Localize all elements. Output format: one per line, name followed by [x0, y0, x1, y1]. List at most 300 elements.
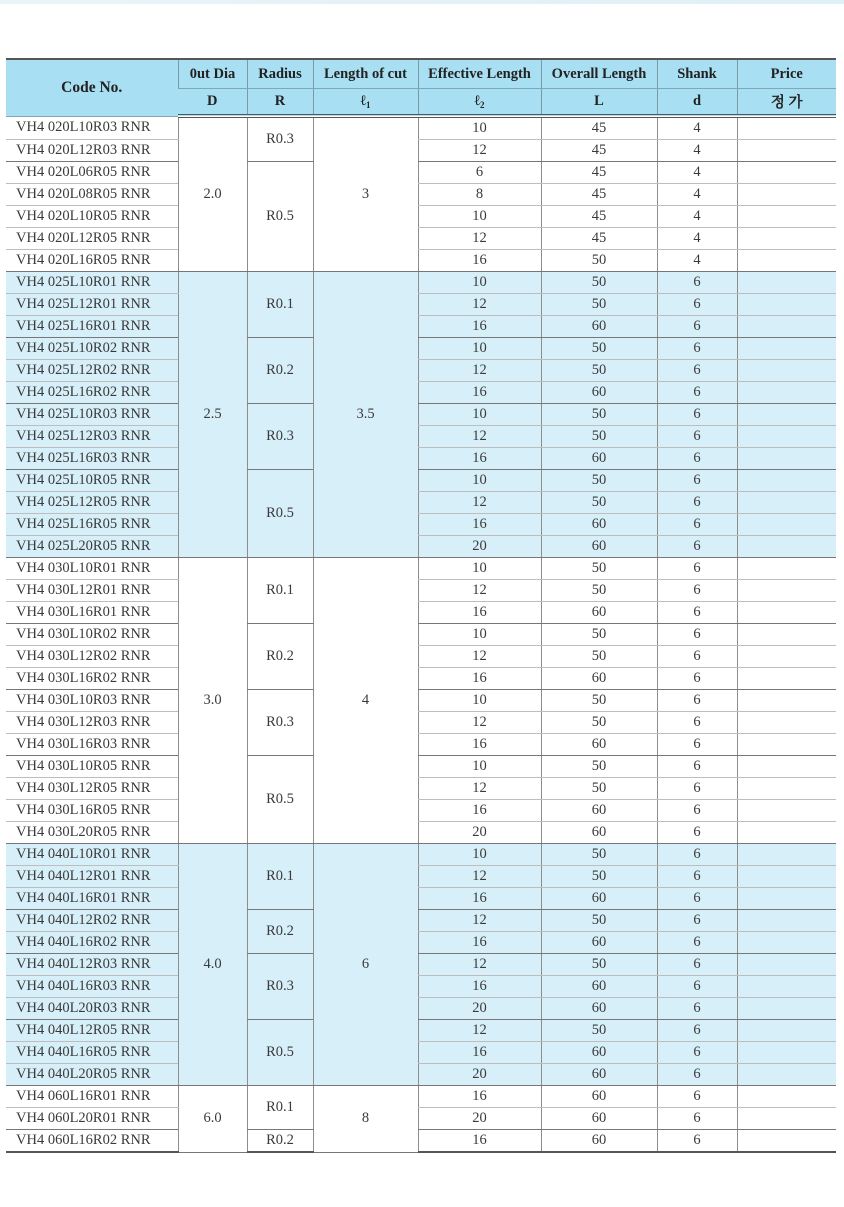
- cell-price: [737, 116, 836, 140]
- cell-code-no: VH4 030L16R03 RNR: [6, 734, 178, 756]
- cell-code-no: VH4 040L12R03 RNR: [6, 954, 178, 976]
- cell-shank: 4: [657, 184, 737, 206]
- table-row: [6, 602, 836, 624]
- table-row: [6, 778, 836, 800]
- cell-shank: 6: [657, 756, 737, 778]
- cell-shank: 6: [657, 734, 737, 756]
- cell-price: [737, 184, 836, 206]
- cell-price: [737, 206, 836, 228]
- cell-overall-length: 50: [541, 778, 657, 800]
- cell-overall-length: 50: [541, 624, 657, 646]
- cell-price: [737, 866, 836, 888]
- spec-table: [6, 58, 836, 1153]
- cell-effective-length: 16: [418, 514, 541, 536]
- header-effective-length: Effective Length: [418, 59, 541, 89]
- symbol-shank: d: [657, 89, 737, 117]
- table-row: [6, 888, 836, 910]
- cell-shank: 6: [657, 360, 737, 382]
- cell-overall-length: 60: [541, 800, 657, 822]
- table-row: [6, 514, 836, 536]
- cell-radius: R0.1: [247, 272, 313, 338]
- cell-overall-length: 50: [541, 866, 657, 888]
- cell-code-no: VH4 030L10R02 RNR: [6, 624, 178, 646]
- cell-shank: 6: [657, 976, 737, 998]
- cell-shank: 6: [657, 382, 737, 404]
- cell-shank: 6: [657, 338, 737, 360]
- cell-effective-length: 16: [418, 976, 541, 998]
- cell-price: [737, 954, 836, 976]
- cell-price: [737, 272, 836, 294]
- cell-code-no: VH4 040L20R05 RNR: [6, 1064, 178, 1086]
- cell-code-no: VH4 030L10R01 RNR: [6, 558, 178, 580]
- cell-shank: 4: [657, 162, 737, 184]
- cell-code-no: VH4 025L16R02 RNR: [6, 382, 178, 404]
- cell-length-of-cut: 6: [313, 844, 418, 1086]
- cell-code-no: VH4 030L10R03 RNR: [6, 690, 178, 712]
- cell-code-no: VH4 025L10R02 RNR: [6, 338, 178, 360]
- cell-code-no: VH4 040L12R02 RNR: [6, 910, 178, 932]
- cell-overall-length: 50: [541, 954, 657, 976]
- cell-effective-length: 12: [418, 1020, 541, 1042]
- table-row: [6, 250, 836, 272]
- table-row: [6, 404, 836, 426]
- cell-price: [737, 558, 836, 580]
- cell-effective-length: 16: [418, 668, 541, 690]
- table-row: [6, 448, 836, 470]
- table-row: [6, 646, 836, 668]
- cell-shank: 6: [657, 426, 737, 448]
- cell-radius: R0.5: [247, 756, 313, 844]
- cell-price: [737, 360, 836, 382]
- cell-effective-length: 10: [418, 206, 541, 228]
- cell-code-no: VH4 020L16R05 RNR: [6, 250, 178, 272]
- cell-code-no: VH4 030L16R05 RNR: [6, 800, 178, 822]
- cell-price: [737, 1108, 836, 1130]
- symbol-price: 정 가: [737, 89, 836, 117]
- cell-overall-length: 60: [541, 734, 657, 756]
- cell-shank: 6: [657, 448, 737, 470]
- cell-code-no: VH4 040L12R01 RNR: [6, 866, 178, 888]
- cell-price: [737, 294, 836, 316]
- cell-shank: 4: [657, 250, 737, 272]
- table-row: [6, 866, 836, 888]
- cell-price: [737, 778, 836, 800]
- header-shank: Shank: [657, 59, 737, 89]
- table-row: [6, 492, 836, 514]
- cell-effective-length: 12: [418, 866, 541, 888]
- cell-code-no: VH4 025L10R01 RNR: [6, 272, 178, 294]
- cell-radius: R0.3: [247, 116, 313, 162]
- cell-price: [737, 602, 836, 624]
- cell-overall-length: 50: [541, 470, 657, 492]
- cell-effective-length: 20: [418, 1064, 541, 1086]
- cell-effective-length: 16: [418, 448, 541, 470]
- cell-overall-length: 60: [541, 382, 657, 404]
- cell-effective-length: 10: [418, 470, 541, 492]
- cell-effective-length: 10: [418, 756, 541, 778]
- table-row: [6, 228, 836, 250]
- table-row: [6, 206, 836, 228]
- cell-effective-length: 16: [418, 602, 541, 624]
- cell-code-no: VH4 020L12R03 RNR: [6, 140, 178, 162]
- cell-code-no: VH4 040L12R05 RNR: [6, 1020, 178, 1042]
- table-row: [6, 580, 836, 602]
- cell-shank: 6: [657, 1042, 737, 1064]
- cell-effective-length: 8: [418, 184, 541, 206]
- table-row: [6, 184, 836, 206]
- cell-overall-length: 45: [541, 116, 657, 140]
- cell-overall-length: 50: [541, 844, 657, 866]
- cell-length-of-cut: 8: [313, 1086, 418, 1153]
- cell-price: [737, 514, 836, 536]
- cell-price: [737, 756, 836, 778]
- table-row: [6, 668, 836, 690]
- cell-price: [737, 668, 836, 690]
- cell-shank: 6: [657, 998, 737, 1020]
- table-row: [6, 624, 836, 646]
- cell-price: [737, 470, 836, 492]
- cell-out-dia: 4.0: [178, 844, 247, 1086]
- table-row: [6, 316, 836, 338]
- cell-price: [737, 690, 836, 712]
- cell-code-no: VH4 025L10R05 RNR: [6, 470, 178, 492]
- cell-effective-length: 16: [418, 1130, 541, 1153]
- cell-effective-length: 16: [418, 1086, 541, 1108]
- cell-effective-length: 12: [418, 646, 541, 668]
- cell-radius: R0.2: [247, 1130, 313, 1153]
- cell-overall-length: 50: [541, 910, 657, 932]
- cell-code-no: VH4 030L12R05 RNR: [6, 778, 178, 800]
- symbol-length-of-cut: [313, 89, 418, 117]
- cell-radius: R0.3: [247, 404, 313, 470]
- cell-price: [737, 316, 836, 338]
- cell-price: [737, 800, 836, 822]
- cell-effective-length: 16: [418, 888, 541, 910]
- cell-radius: R0.2: [247, 338, 313, 404]
- cell-overall-length: 50: [541, 1020, 657, 1042]
- cell-price: [737, 536, 836, 558]
- cell-overall-length: 50: [541, 756, 657, 778]
- table-row: [6, 272, 836, 294]
- cell-overall-length: 60: [541, 998, 657, 1020]
- header-length-of-cut: Length of cut: [313, 59, 418, 89]
- cell-overall-length: 50: [541, 250, 657, 272]
- cell-effective-length: 10: [418, 690, 541, 712]
- cell-overall-length: 60: [541, 1086, 657, 1108]
- cell-price: [737, 338, 836, 360]
- cell-shank: 6: [657, 624, 737, 646]
- cell-effective-length: 12: [418, 140, 541, 162]
- cell-shank: 6: [657, 1020, 737, 1042]
- cell-shank: 6: [657, 646, 737, 668]
- cell-overall-length: 50: [541, 558, 657, 580]
- cell-price: [737, 844, 836, 866]
- cell-code-no: VH4 040L16R01 RNR: [6, 888, 178, 910]
- cell-shank: 6: [657, 778, 737, 800]
- cell-price: [737, 822, 836, 844]
- cell-overall-length: 50: [541, 294, 657, 316]
- table-row: [6, 360, 836, 382]
- symbol-ell: ℓ: [474, 93, 480, 109]
- cell-code-no: VH4 030L12R01 RNR: [6, 580, 178, 602]
- table-row: [6, 712, 836, 734]
- cell-price: [737, 426, 836, 448]
- cell-code-no: VH4 040L20R03 RNR: [6, 998, 178, 1020]
- table-row: [6, 998, 836, 1020]
- symbol-out-dia: D: [178, 89, 247, 117]
- cell-price: [737, 624, 836, 646]
- table-body: [6, 116, 836, 1152]
- cell-shank: 6: [657, 580, 737, 602]
- cell-code-no: VH4 025L20R05 RNR: [6, 536, 178, 558]
- table-row: [6, 1086, 836, 1108]
- cell-price: [737, 646, 836, 668]
- cell-effective-length: 12: [418, 360, 541, 382]
- cell-shank: 4: [657, 116, 737, 140]
- cell-radius: R0.3: [247, 690, 313, 756]
- symbol-overall-length: L: [541, 89, 657, 117]
- table-row: [6, 558, 836, 580]
- cell-shank: 6: [657, 514, 737, 536]
- cell-effective-length: 16: [418, 800, 541, 822]
- cell-overall-length: 60: [541, 888, 657, 910]
- cell-effective-length: 16: [418, 382, 541, 404]
- header-radius: Radius: [247, 59, 313, 89]
- cell-shank: 6: [657, 1108, 737, 1130]
- cell-effective-length: 12: [418, 426, 541, 448]
- table-row: [6, 756, 836, 778]
- cell-shank: 4: [657, 228, 737, 250]
- cell-shank: 6: [657, 272, 737, 294]
- table-row: [6, 162, 836, 184]
- cell-price: [737, 250, 836, 272]
- cell-overall-length: 50: [541, 580, 657, 602]
- cell-overall-length: 45: [541, 184, 657, 206]
- cell-price: [737, 140, 836, 162]
- cell-overall-length: 50: [541, 360, 657, 382]
- cell-radius: R0.2: [247, 624, 313, 690]
- cell-effective-length: 20: [418, 1108, 541, 1130]
- table-row: [6, 294, 836, 316]
- cell-price: [737, 932, 836, 954]
- cell-overall-length: 50: [541, 426, 657, 448]
- table-row: [6, 976, 836, 998]
- cell-overall-length: 60: [541, 668, 657, 690]
- symbol-subscript: 2: [479, 100, 485, 110]
- table-row: [6, 140, 836, 162]
- cell-overall-length: 60: [541, 976, 657, 998]
- cell-code-no: VH4 030L12R02 RNR: [6, 646, 178, 668]
- table-row: [6, 1108, 836, 1130]
- table-row: [6, 910, 836, 932]
- cell-effective-length: 10: [418, 404, 541, 426]
- cell-price: [737, 998, 836, 1020]
- cell-price: [737, 712, 836, 734]
- table-row: [6, 1042, 836, 1064]
- cell-effective-length: 10: [418, 844, 541, 866]
- cell-effective-length: 12: [418, 712, 541, 734]
- cell-overall-length: 60: [541, 514, 657, 536]
- cell-effective-length: 10: [418, 338, 541, 360]
- cell-overall-length: 60: [541, 448, 657, 470]
- cell-length-of-cut: 3: [313, 116, 418, 272]
- cell-shank: 6: [657, 932, 737, 954]
- cell-code-no: VH4 040L16R02 RNR: [6, 932, 178, 954]
- cell-code-no: VH4 025L10R03 RNR: [6, 404, 178, 426]
- cell-shank: 6: [657, 316, 737, 338]
- cell-code-no: VH4 030L16R02 RNR: [6, 668, 178, 690]
- cell-shank: 6: [657, 558, 737, 580]
- cell-price: [737, 580, 836, 602]
- cell-overall-length: 50: [541, 690, 657, 712]
- cell-price: [737, 448, 836, 470]
- cell-out-dia: 2.0: [178, 116, 247, 272]
- table-row: [6, 954, 836, 976]
- cell-effective-length: 12: [418, 778, 541, 800]
- cell-price: [737, 1130, 836, 1153]
- table-row: [6, 536, 836, 558]
- cell-radius: R0.1: [247, 558, 313, 624]
- cell-code-no: VH4 040L10R01 RNR: [6, 844, 178, 866]
- table-row: [6, 1064, 836, 1086]
- cell-out-dia: 6.0: [178, 1086, 247, 1153]
- cell-effective-length: 12: [418, 910, 541, 932]
- cell-shank: 4: [657, 140, 737, 162]
- cell-shank: 6: [657, 470, 737, 492]
- cell-overall-length: 60: [541, 822, 657, 844]
- cell-overall-length: 60: [541, 1064, 657, 1086]
- symbol-ell: ℓ: [360, 93, 366, 109]
- header-price: Price: [737, 59, 836, 89]
- cell-overall-length: 50: [541, 712, 657, 734]
- cell-radius: R0.5: [247, 470, 313, 558]
- cell-effective-length: 12: [418, 580, 541, 602]
- cell-code-no: VH4 020L10R05 RNR: [6, 206, 178, 228]
- cell-code-no: VH4 025L16R03 RNR: [6, 448, 178, 470]
- cell-shank: 6: [657, 1086, 737, 1108]
- cell-effective-length: 10: [418, 624, 541, 646]
- cell-overall-length: 45: [541, 206, 657, 228]
- cell-code-no: VH4 020L06R05 RNR: [6, 162, 178, 184]
- cell-code-no: VH4 025L12R01 RNR: [6, 294, 178, 316]
- cell-code-no: VH4 020L12R05 RNR: [6, 228, 178, 250]
- cell-effective-length: 20: [418, 536, 541, 558]
- cell-effective-length: 6: [418, 162, 541, 184]
- cell-shank: 6: [657, 954, 737, 976]
- table-row: [6, 1020, 836, 1042]
- cell-overall-length: 50: [541, 646, 657, 668]
- cell-price: [737, 382, 836, 404]
- cell-shank: 6: [657, 1064, 737, 1086]
- table-row: [6, 116, 836, 140]
- cell-price: [737, 404, 836, 426]
- cell-effective-length: 12: [418, 228, 541, 250]
- table-row: [6, 1130, 836, 1153]
- table-header: [6, 59, 836, 116]
- cell-overall-length: 60: [541, 1108, 657, 1130]
- cell-effective-length: 12: [418, 294, 541, 316]
- cell-effective-length: 20: [418, 998, 541, 1020]
- cell-code-no: VH4 025L12R02 RNR: [6, 360, 178, 382]
- cell-shank: 6: [657, 536, 737, 558]
- header-overall-length: Overall Length: [541, 59, 657, 89]
- cell-code-no: VH4 030L16R01 RNR: [6, 602, 178, 624]
- cell-shank: 6: [657, 294, 737, 316]
- cell-code-no: VH4 030L12R03 RNR: [6, 712, 178, 734]
- table-row: [6, 734, 836, 756]
- table-row: [6, 470, 836, 492]
- table-row: [6, 800, 836, 822]
- cell-radius: R0.2: [247, 910, 313, 954]
- table-row: [6, 382, 836, 404]
- cell-overall-length: 45: [541, 162, 657, 184]
- cell-price: [737, 1086, 836, 1108]
- cell-price: [737, 976, 836, 998]
- cell-code-no: VH4 030L20R05 RNR: [6, 822, 178, 844]
- cell-code-no: VH4 020L08R05 RNR: [6, 184, 178, 206]
- cell-price: [737, 1042, 836, 1064]
- cell-effective-length: 12: [418, 492, 541, 514]
- table-row: [6, 690, 836, 712]
- cell-out-dia: 3.0: [178, 558, 247, 844]
- cell-price: [737, 1064, 836, 1086]
- cell-overall-length: 60: [541, 536, 657, 558]
- cell-price: [737, 228, 836, 250]
- table-row: [6, 426, 836, 448]
- header-out-dia: 0ut Dia: [178, 59, 247, 89]
- cell-code-no: VH4 060L16R01 RNR: [6, 1086, 178, 1108]
- cell-effective-length: 10: [418, 558, 541, 580]
- cell-shank: 6: [657, 910, 737, 932]
- table-row: [6, 338, 836, 360]
- cell-radius: R0.1: [247, 1086, 313, 1130]
- cell-effective-length: 12: [418, 954, 541, 976]
- cell-effective-length: 16: [418, 734, 541, 756]
- cell-code-no: VH4 025L12R05 RNR: [6, 492, 178, 514]
- cell-shank: 6: [657, 888, 737, 910]
- cell-effective-length: 20: [418, 822, 541, 844]
- cell-shank: 6: [657, 866, 737, 888]
- cell-overall-length: 45: [541, 140, 657, 162]
- header-code-no: Code No.: [6, 59, 178, 116]
- symbol-subscript: 1: [365, 100, 371, 110]
- cell-overall-length: 60: [541, 1130, 657, 1153]
- cell-effective-length: 16: [418, 250, 541, 272]
- cell-overall-length: 50: [541, 338, 657, 360]
- cell-radius: R0.3: [247, 954, 313, 1020]
- cell-overall-length: 60: [541, 1042, 657, 1064]
- cell-effective-length: 16: [418, 932, 541, 954]
- cell-code-no: VH4 040L16R03 RNR: [6, 976, 178, 998]
- cell-radius: R0.5: [247, 1020, 313, 1086]
- cell-price: [737, 162, 836, 184]
- cell-overall-length: 60: [541, 316, 657, 338]
- cell-effective-length: 16: [418, 1042, 541, 1064]
- cell-code-no: VH4 025L16R01 RNR: [6, 316, 178, 338]
- cell-length-of-cut: 3.5: [313, 272, 418, 558]
- cell-price: [737, 910, 836, 932]
- cell-price: [737, 492, 836, 514]
- cell-overall-length: 50: [541, 492, 657, 514]
- top-decorative-band: [0, 0, 844, 4]
- table-row: [6, 932, 836, 954]
- cell-code-no: VH4 030L10R05 RNR: [6, 756, 178, 778]
- symbol-effective-length: [418, 89, 541, 117]
- cell-price: [737, 1020, 836, 1042]
- cell-code-no: VH4 025L16R05 RNR: [6, 514, 178, 536]
- cell-overall-length: 50: [541, 404, 657, 426]
- cell-shank: 6: [657, 844, 737, 866]
